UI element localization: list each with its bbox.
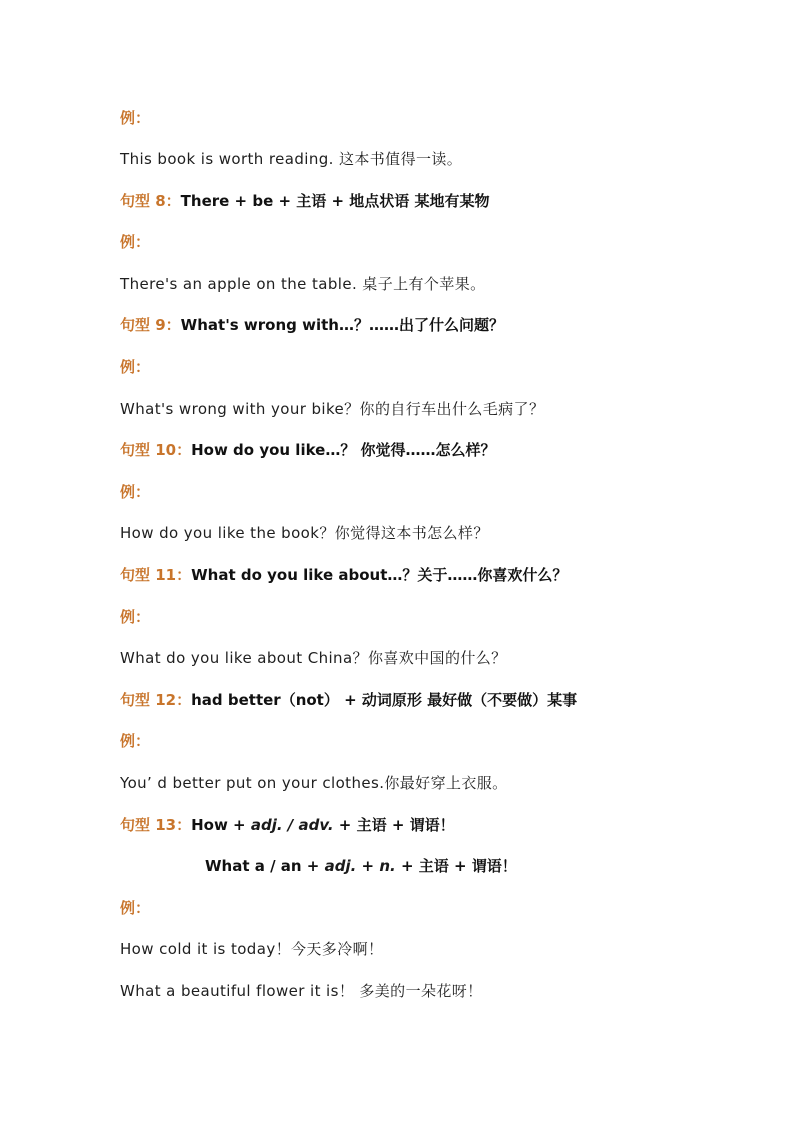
pattern-text-part: + (356, 857, 380, 875)
example-label: 例： (120, 233, 151, 251)
example-sentence: What's wrong with your bike？你的自行车出什么毛病了？ (120, 400, 545, 418)
pattern-text: There + be + 主语 + 地点状语 某地有某物 (180, 192, 490, 210)
pattern-label: 句型 12： (120, 691, 192, 709)
pattern-11 (120, 563, 567, 587)
pattern-10 (120, 438, 496, 462)
pattern-text-part: What a / an + (205, 857, 325, 875)
example-label: 例： (120, 109, 151, 127)
example-label: 例： (120, 358, 151, 376)
pattern-8 (120, 189, 490, 213)
pattern-text-part: + 主语 + 谓语！ (333, 816, 455, 834)
pattern-text: What's wrong with…？……出了什么问题？ (180, 316, 504, 334)
example-sentence: You’ d better put on your clothes.你最好穿上衣服。 (120, 774, 508, 792)
example-label: 例： (120, 483, 151, 501)
pattern-12 (120, 688, 577, 712)
pattern-text: had better（not） + 动词原形 最好做（不要做）某事 (191, 691, 578, 709)
example-sentence: This book is worth reading. 这本书值得一读。 (120, 150, 463, 168)
pattern-9 (120, 313, 504, 337)
pattern-text-italic: n. (379, 857, 396, 875)
example-label: 例： (120, 899, 151, 917)
example-sentence: There's an apple on the table. 桌子上有个苹果。 (120, 275, 486, 293)
pattern-label: 句型 13： (120, 816, 192, 834)
pattern-text-part: How + (191, 816, 251, 834)
pattern-label: 句型 10： (120, 441, 192, 459)
pattern-13-line-2 (205, 854, 517, 878)
example-label: 例： (120, 608, 151, 626)
pattern-text: How do you like…？ 你觉得……怎么样？ (191, 441, 496, 459)
example-sentence: How do you like the book？你觉得这本书怎么样？ (120, 524, 489, 542)
pattern-text: What do you like about…？关于……你喜欢什么？ (191, 566, 568, 584)
example-sentence: What a beautiful flower it is！ 多美的一朵花呀！ (120, 982, 483, 1000)
pattern-label: 句型 9： (120, 316, 181, 334)
pattern-13-line-1 (120, 813, 455, 837)
example-sentence: How cold it is today！今天多冷啊！ (120, 940, 384, 958)
pattern-label: 句型 11： (120, 566, 192, 584)
pattern-text-italic: adj. (324, 857, 357, 875)
pattern-label: 句型 8： (120, 192, 181, 210)
example-label: 例： (120, 732, 151, 750)
pattern-text-part: + 主语 + 谓语！ (395, 857, 517, 875)
example-sentence: What do you like about China？你喜欢中国的什么？ (120, 649, 507, 667)
pattern-text-italic: adj. / adv. (250, 816, 334, 834)
